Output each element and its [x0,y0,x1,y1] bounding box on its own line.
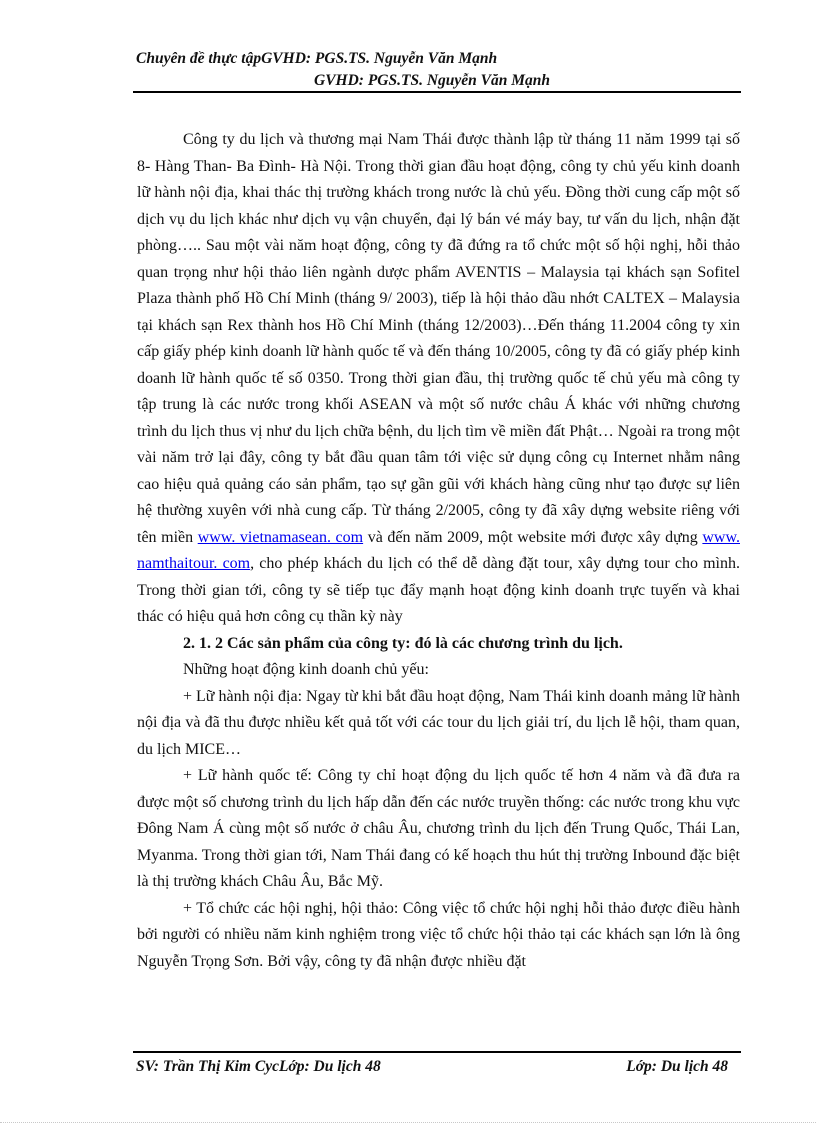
footer-class: Lớp: Du lịch 48 [626,1058,728,1075]
header-line-2: GVHD: PGS.TS. Nguyễn Văn Mạnh [314,72,550,89]
paragraph-text: Công ty du lịch và thương mại Nam Thái được thành lập từ tháng 11 năm 1999 tại số 8- Hàng Than- Ba Đình- Hà Nội. Trong thời gian đầu hoạt động, công ty chủ yếu kinh doanh lữ hành nội địa, khai thác thị trường khách trong nước là chủ yếu. Đồng thời cung cấp một số dịch vụ du lịch khác như dịch vụ vận chuyển, đại lý bán vé máy bay, tư vấn du lịch, nhận đặt phòng….. Sau một vài năm hoạt động, công ty đã đứng ra tổ chức một số hội nghị, hỗi thảo quan trọng như hội thảo liên ngành dược phẩm AVENTIS – Malaysia tại khách sạn Sofitel Plaza thành phố Hồ Chí Minh (tháng 9/ 2003), tiếp là hội thảo dầu nhớt CALTEX – Malaysia tại khách sạn Rex thành hos Hồ Chí Minh (tháng 12/2003)…Đến tháng 11.2004 công ty xin cấp giấy phép kinh doanh lữ hành quốc tế và đến tháng 10/2005, công ty đã có giấy phép kinh doanh lữ hành quốc tế số 0350. Trong thời gian đầu, thị trường quốc tế chủ yếu mà công ty tập trung là các nước trong khối ASEAN và một số nước châu Á khác với những chương trình du lịch thus vị như du lịch chữa bệnh, du lịch tìm về miền đất Phật… Ngoài ra trong một vài năm trở lại đây, công ty bắt đầu quan tâm tới việc sử dụng công cụ Internet nhằm nâng cao hiệu quả quảng cáo sản phẩm, tạo sự gần gũi với khách hàng cũng như tạo được sự liên hệ thường xuyên với nhà cung cấp. Từ tháng 2/2005, công ty đã xây dựng website riêng với tên miền [137,131,740,546]
paragraph-text: , cho phép khách du lịch có thể dễ dàng đặt tour, xây dựng tour cho mình. Trong thời gian tới, công ty sẽ tiếp tục đẩy mạnh hoạt động kinh doanh trực tuyến và khai thác có hiệu quả hơn công cụ thần kỳ này [137,555,741,625]
paragraph-company-history [137,127,740,631]
paragraph-international-travel: + Lữ hành quốc tế: Công ty chỉ hoạt động du lịch quốc tế hơn 4 năm và đã đưa ra được một số chương trình du lịch hấp dẫn đến các nước truyền thống: các nước trong khu vực Đông Nam Á cùng một số nước ở châu Âu, chương trình du lịch đến Trung Quốc, Thái Lan, Myanma. Trong thời gian tới, Nam Thái đang có kế hoạch thu hút thị trường Inbound đặc biệt là thị trường khách Châu Âu, Bắc Mỹ. [137,767,740,890]
paragraph-conferences: + Tổ chức các hội nghị, hội thảo: Công việc tổ chức hội nghị hỗi thảo được điều hành bởi người có nhiều năm kinh nghiệm trong việc tổ chức hội thảo tại các khách sạn lớn là ông Nguyễn Trọng Sơn. Bởi vậy, công ty đã nhận được nhiều đặt [137,899,740,970]
header-divider [133,91,741,93]
paragraph-main-activities: Những hoạt động kinh doanh chủ yếu: [183,661,429,678]
footer-student: SV: Trần Thị Kim CycLớp: Du lịch 48 [136,1058,381,1075]
link-namthaitour[interactable]: www. namthaitour. com [137,528,740,572]
paragraph-text: và đến năm 2009, một website mới được xây dựng [363,528,703,546]
section-heading: 2. 1. 2 Các sản phẩm của công ty: đó là các chương trình du lịch. [183,634,623,652]
header-line-1: Chuyên đề thực tậpGVHD: PGS.TS. Nguyễn Văn Mạnh [136,50,498,67]
paragraph-domestic-travel: + Lữ hành nội địa: Ngay từ khi bắt đầu hoạt động, Nam Thái kinh doanh mảng lữ hành nội địa và đã thu được nhiều kết quả tốt với các tour du lịch giải trí, du lịch lễ hội, tham quan, du lịch MICE… [137,687,740,758]
page-footer [136,1056,736,1078]
page-header [136,48,740,92]
footer-divider [133,1051,741,1053]
link-vietnamasean[interactable]: www. vietnamasean. com [197,528,364,546]
document-body [137,127,740,975]
